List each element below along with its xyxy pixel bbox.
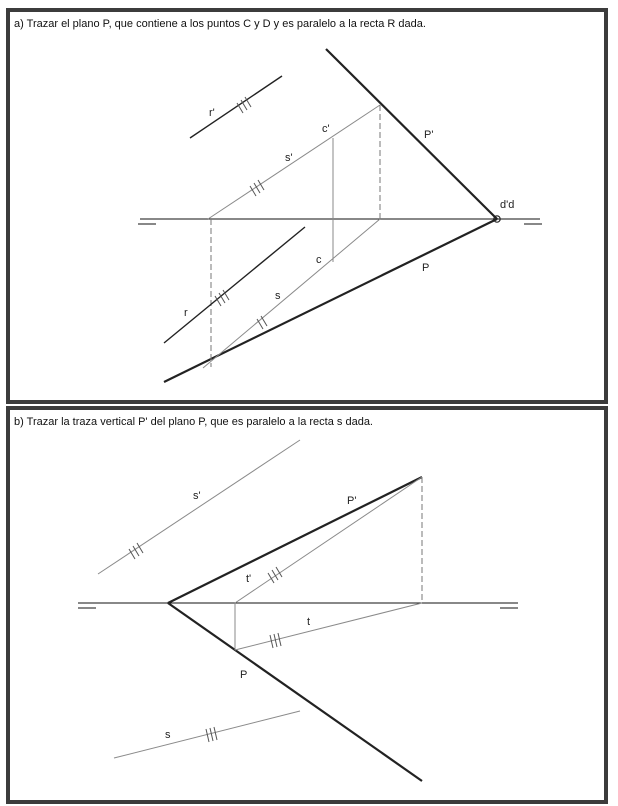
parallel-mark-r: [215, 290, 229, 306]
parallel-mark-s: [206, 727, 217, 742]
trace-p-prime: [326, 49, 497, 219]
line-s: [203, 219, 380, 368]
parallel-mark-t-prime: [268, 567, 282, 583]
trace-p: [168, 603, 422, 781]
trace-p: [164, 219, 497, 382]
line-s-prime: [98, 440, 300, 574]
trace-p-prime: [168, 477, 422, 603]
label-c-prime: c': [322, 123, 330, 135]
line-t-prime: [235, 477, 422, 603]
exercise-a-panel: [6, 8, 608, 404]
line-r: [164, 227, 305, 343]
parallel-mark-t: [270, 633, 281, 648]
exercise-a-statement: a) Trazar el plano P, que contiene a los puntos C y D y es paralelo a la recta R dada.: [14, 18, 426, 30]
label-p-prime: P': [347, 495, 357, 507]
label-t-prime: t': [246, 573, 252, 585]
label-p: P: [240, 669, 248, 681]
label-p-prime: P': [424, 129, 434, 141]
exercise-b-drawing: [10, 410, 604, 800]
label-s-prime: s': [285, 152, 293, 164]
label-p: P: [422, 262, 430, 274]
label-r: r: [184, 307, 188, 319]
parallel-mark-s-prime: [250, 180, 264, 196]
line-t: [235, 603, 422, 650]
exercise-b-statement: b) Trazar la traza vertical P' del plano P, que es paralelo a la recta s dada.: [14, 416, 373, 428]
exercise-b-panel: [6, 406, 608, 804]
exercise-a-drawing: [10, 12, 604, 400]
label-r-prime: r': [209, 107, 215, 119]
label-s-prime: s': [193, 490, 201, 502]
label-c: c: [316, 254, 322, 266]
parallel-mark-s: [257, 316, 267, 329]
line-r-prime: [190, 76, 282, 138]
label-dd: d'd: [500, 199, 515, 211]
label-t: t: [307, 616, 311, 628]
label-s: s: [275, 290, 281, 302]
line-s-prime: [208, 105, 380, 219]
label-s: s: [165, 729, 171, 741]
